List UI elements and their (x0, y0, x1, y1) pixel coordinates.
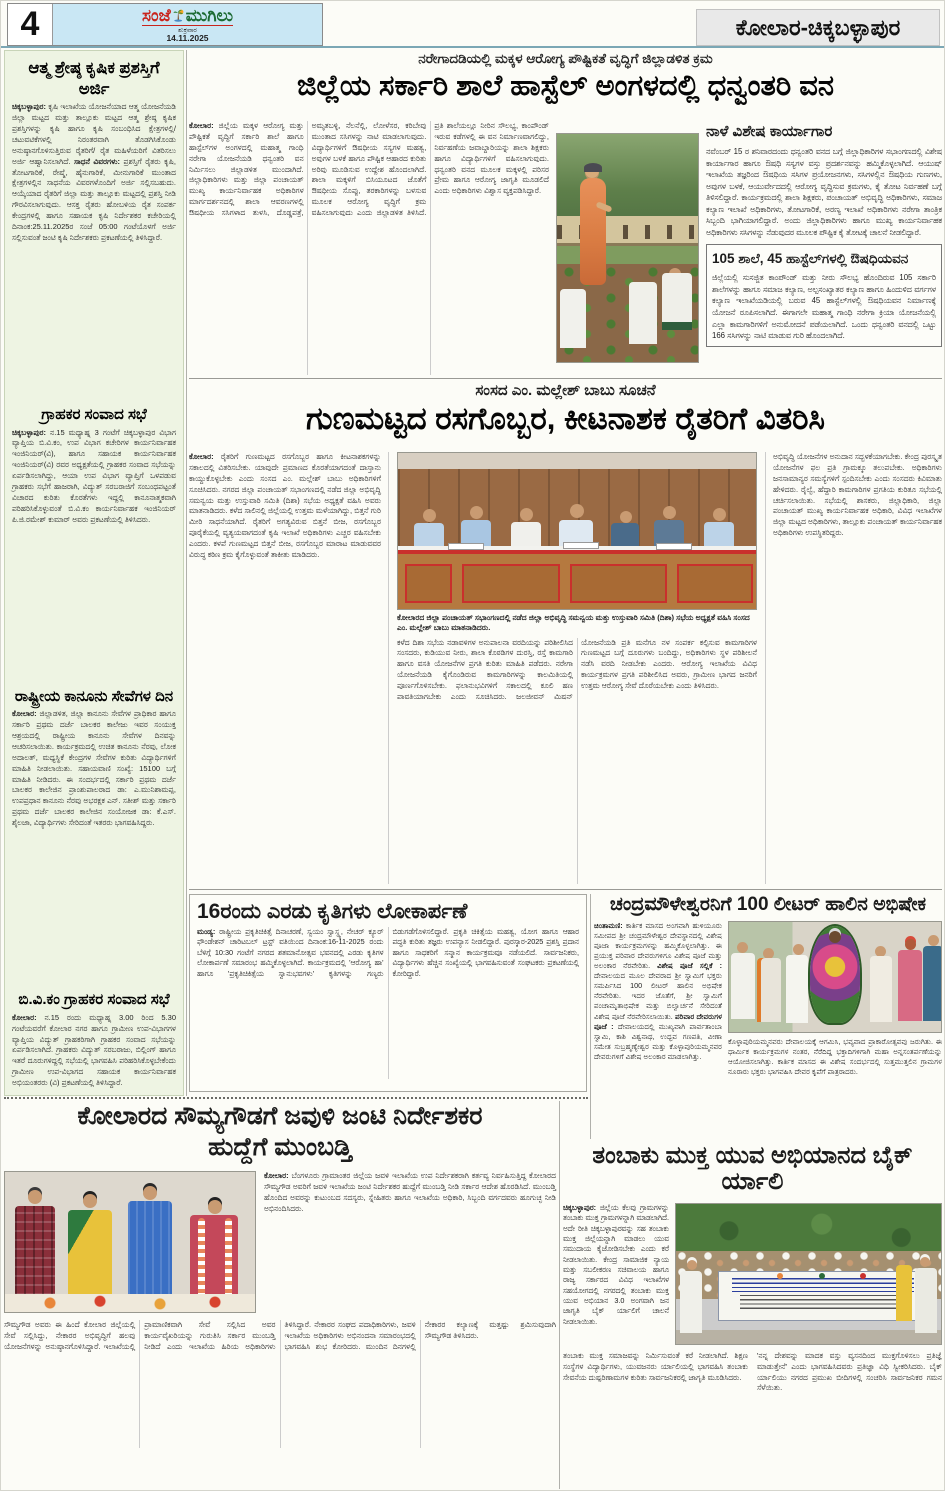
dateline: ಮಂಡ್ಯ: (197, 927, 216, 937)
sidebar-box (706, 244, 942, 346)
palm-tree-icon (173, 9, 184, 22)
article-book-release (189, 894, 587, 1092)
woman-yellow-saree (68, 1210, 112, 1305)
photo-felicitation-group (4, 1171, 256, 1313)
article-body: ಪ್ರಶಸ್ತಿಗೆ ರೈತರು ಕೃಷಿ, ತೋಟಗಾರಿಕೆ, ರೇಷ್ಮೆ, ಹೈನುಗಾರಿಕೆ, ಮೀನುಗಾರಿಕೆ ಮುಂತಾದ ಕ್ಷೇತ್ರಗಳಲ್ಲಿನ ಸಾಧನೆಯ ವಿವರಗಳೊಂದಿಗೆ ಅರ್ಜಿ ಸಲ್ಲಿಸಬಹುದು. ಆಯ್ಕೆಯಾದ ರೈತರಿಗೆ ಜಿಲ್ಲಾ ಮತ್ತು ತಾಲ್ಲೂಕು ಮಟ್ಟದಲ್ಲಿ ಪ್ರಶಸ್ತಿ ನೀಡಿ ಗೌರವಿಸಲಾಗುವುದು. ಆಸಕ್ತ ರೈತರು ಹೋಬಳಿಯ ರೈತ ಸಂಪರ್ಕ ಕೇಂದ್ರಗಳಲ್ಲಿ ಹಾಗೂ ಸಹಾಯಕ ಕೃಷಿ ನಿರ್ದೇಶಕರ ಕಚೇರಿಯಲ್ಲಿ ದಿನಾಂಕ:25.11.2025ರ ಸಂಜೆ 05:00 ಗಂಟೆಯೊಳಗೆ ಅರ್ಜಿ ಸಲ್ಲಿಸುವಂತೆ ಜಂಟಿ ಕೃಷಿ ನಿರ್ದೇಶಕರು ಪ್ರಕಟಣೆಯಲ್ಲಿ ತಿಳಿಸಿದ್ದಾರೆ. (12, 156, 176, 242)
article-body: ರೈತರಿಗೆ ಗುಣಮಟ್ಟದ ರಸಗೊಬ್ಬರ ಹಾಗೂ ಕೀಟನಾಶಕಗಳನ್ನು ಸಕಾಲದಲ್ಲಿ ವಿತರಿಸಬೇಕು. ಯಾವುದೇ ಪ್ರಮಾಣದ ಕೊರತೆಯಾಗದಂತೆ ದಾಸ್ತಾನು ಕಾಯ್ದುಕೊಳ್ಳಬೇಕು ಎಂದು ಸಂಸದ ಎಂ. ಮಲ್ಲೇಶ್ ಬಾಬು ಅಧಿಕಾರಿಗಳಿಗೆ ಸೂಚಿಸಿದರು. ನಗರದ ಜಿಲ್ಲಾ ಪಂಚಾಯತ್ ಸಭಾಂಗಣದಲ್ಲಿ ನಡೆದ ಜಿಲ್ಲಾ ಅಭಿವೃದ್ಧಿ ಸಮನ್ವಯ ಮತ್ತು ಉಸ್ತುವಾರಿ ಸಮಿತಿ (ದಿಶಾ) ಸಭೆಯ ಅಧ್ಯಕ್ಷತೆ ವಹಿಸಿ ಅವರು ಮಾತನಾಡಿದರು. ಕಳೆದ ಸಾಲಿನಲ್ಲಿ ಜಿಲ್ಲೆಯಲ್ಲಿ ಉತ್ತಮ ಮಳೆಯಾಗಿದ್ದು, ಬಿತ್ತನೆ ಗುರಿ ಮೀರಿ ಸಾಧನೆಯಾಗಿದೆ. ರೈತರಿಗೆ ಅಗತ್ಯವಿರುವ ಬಿತ್ತನೆ ಬೀಜ, ರಸಗೊಬ್ಬರ ಪೂರೈಕೆಯಲ್ಲಿ ವ್ಯತ್ಯಯವಾಗದಂತೆ ಕೃಷಿ ಇಲಾಖೆ ಅಧಿಕಾರಿಗಳು ಎಚ್ಚರ ವಹಿಸಬೇಕು ಎಂದರು. ಕಳಪೆ ಗುಣಮಟ್ಟದ ಬಿತ್ತನೆ ಬೀಜ, ರಸಗೊಬ್ಬರ ಮಾರಾಟ ಮಾಡುವವರ ವಿರುದ್ಧ ಕಠಿಣ ಕ್ರಮ ಕೈಗೊಳ್ಳುವಂತೆ ತಾಕೀತು ಮಾಡಿದರು. (189, 452, 381, 559)
article-promotion-soumya-gowda (4, 1101, 556, 1489)
article-headline: ಬಿ.ವಿ.ಕಂ ಗ್ರಾಹಕರ ಸಂವಾದ ಸಭೆ (18, 991, 170, 1009)
article-body-columns: ಸೌಮ್ಯಗೌಡ ಅವರು ಈ ಹಿಂದೆ ಕೋಲಾರ ಜಿಲ್ಲೆಯಲ್ಲಿ ಸೇವೆ ಸಲ್ಲಿಸಿದ್ದು, ನೇಕಾರರ ಅಭಿವೃದ್ಧಿಗೆ ಹಲವು ಯೋಜನೆಗಳನ್ನು ಅನುಷ್ಠಾನಗೊಳಿಸಿದ್ದಾರೆ. ಇಲಾಖೆಯಲ್ಲಿ ಪ್ರಾಮಾಣಿಕವಾಗಿ ಸೇವೆ ಸಲ್ಲಿಸಿದ ಅವರ ಕಾರ್ಯವೈಖರಿಯನ್ನು ಗುರುತಿಸಿ ಸರ್ಕಾರ ಮುಂಬಡ್ತಿ ನೀಡಿದೆ ಎಂದು ಇಲಾಖೆಯ ಹಿರಿಯ ಅಧಿಕಾರಿಗಳು ತಿಳಿಸಿದ್ದಾರೆ. ನೇಕಾರರ ಸಂಘದ ಪದಾಧಿಕಾರಿಗಳು, ಜವಳಿ ಇಲಾಖೆಯ ಅಧಿಕಾರಿಗಳು ಅಭಿನಂದನಾ ಸಮಾರಂಭದಲ್ಲಿ ಭಾಗವಹಿಸಿ ಶುಭ ಕೋರಿದರು. ಮುಂದಿನ ದಿನಗಳಲ್ಲಿ ನೇಕಾರರ ಕಲ್ಯಾಣಕ್ಕೆ ಮತ್ತಷ್ಟು ಶ್ರಮಿಸುವುದಾಗಿ ಸೌಮ್ಯಗೌಡ ತಿಳಿಸಿದರು. (4, 1320, 556, 1351)
dateline: ಚಿಕ್ಕಬಳ್ಳಾಪುರ: (12, 102, 46, 112)
ceiling-strip (398, 453, 756, 469)
article-sidebar (706, 121, 942, 375)
article-lead-column (563, 1203, 669, 1345)
garland (198, 1218, 205, 1296)
article-body-left (189, 452, 389, 884)
sidebar-body: ಜಿಲ್ಲೆಯಲ್ಲಿ ಸುಸಜ್ಜಿತ ಕಾಂಪೌಂಡ್ ಮತ್ತು ನೀರು ಸೌಲಭ್ಯ ಹೊಂದಿರುವ 105 ಸರ್ಕಾರಿ ಶಾಲೆಗಳನ್ನು ಹಾಗೂ ಸಮಾಜ ಕಲ್ಯಾಣ, ಅಲ್ಪಸಂಖ್ಯಾತರ ಕಲ್ಯಾಣ ಹಾಗೂ ಹಿಂದುಳಿದ ವರ್ಗಗಳ ಕಲ್ಯಾಣ ಇಲಾಖೆಯಡಿಯಲ್ಲಿ ಬರುವ 45 ಹಾಸ್ಟೆಲ್‌ಗಳಲ್ಲಿ ಔಷಧಿಯವನ ನಿರ್ಮಾಣಕ್ಕೆ ಯೋಜನೆ ರೂಪಿಸಲಾಗಿದೆ. ಈಗಾಗಲೇ ಮಹಾತ್ಮ ಗಾಂಧಿ ನರೇಗಾ ಕ್ರಿಯಾ ಯೋಜನೆಯಲ್ಲಿ ಎಲ್ಲಾ ಕಾಮಗಾರಿಗಳಿಗೆ ಅನುಮೋದನೆ ಪಡೆಯಲಾಗಿದೆ. ಒಂದು ಧನ್ವಂತರಿ ವನದಲ್ಲಿ ಒಟ್ಟು 166 ಸಸಿಗಳನ್ನು ನಾಟಿ ಮಾಡುವ ಗುರಿ ಹೊಂದಲಾಗಿದೆ. (712, 273, 936, 341)
section-divider (189, 378, 942, 379)
name-plate (448, 543, 484, 550)
child-figure (560, 289, 586, 348)
masthead-word1: ಸಂಜೆ (142, 5, 171, 25)
left-article-legal-services-day (12, 687, 176, 829)
inline-subhead: ವಿಶೇಷ ಪೂಜೆ ಸಲ್ಲಿಕೆ : (657, 961, 722, 971)
main-headline: ಜಿಲ್ಲೆಯ ಸರ್ಕಾರಿ ಶಾಲೆ ಹಾಸ್ಟೆಲ್ ಅಂಗಳದಲ್ಲಿ ಧನ್ವಂತರಿ ವನ (297, 70, 834, 102)
devotee-figure (898, 950, 922, 1020)
official-figure (414, 523, 444, 548)
article-headline: ಕೋಲಾರದ ಸೌಮ್ಯಗೌಡಗೆ ಜವುಳಿ ಜಂಟಿ ನಿರ್ದೇಶಕರ ಹುದ್ದೆಗೆ ಮುಂಬಡ್ತಿ (77, 1102, 483, 1161)
photo-disha-meeting-dais (397, 452, 757, 610)
article-right-column (728, 921, 942, 1077)
devotee-head (928, 935, 939, 946)
child-figure (629, 282, 657, 344)
masthead-block (7, 3, 323, 46)
desk-panel (462, 564, 559, 602)
dateline: ಕೋಲಾರ: (264, 1171, 289, 1180)
banner-logo (819, 1273, 825, 1279)
article-dhanvantari-vana (189, 51, 942, 375)
banner-text-lines (732, 1278, 914, 1292)
official-figure (704, 522, 734, 549)
article-body: ಬೆಂಗಳೂರು ಗ್ರಾಮಾಂತರ ಜಿಲ್ಲೆಯ ಜವಳಿ ಇಲಾಖೆಯ ಉಪ ನಿರ್ದೇಶಕರಾಗಿ ಕರ್ತವ್ಯ ನಿರ್ವಹಿಸುತ್ತಿದ್ದ ಕೋಲಾರದ ಸೌಮ್ಯಗೌಡ ಅವರಿಗೆ ಜವಳಿ ಇಲಾಖೆಯ ಜಂಟಿ ನಿರ್ದೇಶಕರ ಹುದ್ದೆಗೆ ಮುಂಬಡ್ತಿ ನೀಡಿ ಸರ್ಕಾರ ಆದೇಶ ಹೊರಡಿಸಿದೆ. ಮುಂಬಡ್ತಿ ಹೊಂದಿದ ಅವರನ್ನು ಕುಟುಂಬದ ಸದಸ್ಯರು, ಸ್ನೇಹಿತರು ಹಾಗೂ ಇಲಾಖೆಯ ಅಧಿಕಾರಿ, ಸಿಬ್ಬಂದಿ ವರ್ಗದವರು ಹೂಗುಚ್ಛ ನೀಡಿ ಅಭಿನಂದಿಸಿದರು. (264, 1171, 556, 1213)
dotted-divider (4, 1097, 588, 1099)
article-quote-column: 'ನನ್ನ ದೇಶವನ್ನು ಮಾದಕ ವಸ್ತು ವ್ಯಸನದಿಂದ ಮುಕ್ತಗೊಳಿಸಲು ಪ್ರತಿಜ್ಞೆ ಮಾಡುತ್ತೇನೆ' ಎಂದು ಭಾಗವಹಿಸಿದವರು ಪ್ರತಿಜ್ಞಾ ವಿಧಿ ಸ್ವೀಕರಿಸಿದರು. ಬೈಕ್ ರ್ಯಾಲಿಯು ನಗರದ ಪ್ರಮುಖ ಬೀದಿಗಳಲ್ಲಿ ಸಂಚರಿಸಿ ಸಾರ್ವಜನಿಕರ ಗಮನ ಸೆಳೆಯಿತು. (757, 1350, 942, 1393)
sidebar-heading: ನಾಳೆ ವಿಶೇಷ ಕಾರ್ಯಾಗಾರ (706, 123, 833, 140)
article-tobacco-free-rally (563, 1143, 942, 1489)
road (676, 1330, 941, 1344)
flower-bouquets (5, 1294, 255, 1312)
person-head (28, 1190, 42, 1204)
article-body-below-photo: ಕೊಳ್ಳಾಪುರಿಯಮ್ಮನವರು ದೇವಾಲಯಕ್ಕೆ ಆಗಮಿಸಿ, ಭವ್ಯವಾದ ಪ್ರಾಕಾರೋತ್ಸವವು ಜರುಗಿತು. ಈ ಧಾರ್ಮಿಕ ಕಾರ್ಯಕ್ರಮಗಳ ನಂತರ, ನೆರೆದಿದ್ದ ಭಕ್ತಾದಿಗಳಿಗಾಗಿ ಮಹಾ ಅನ್ನಸಂತರ್ಪಣೆಯನ್ನು ಆಯೋಜಿಸಲಾಗಿತ್ತು. ಕಾರ್ತಿಕ ಮಾಸದ ಈ ವಿಶೇಷ ಸಂದರ್ಭದಲ್ಲಿ ಸುತ್ತಮುತ್ತಲಿನ ಗ್ರಾಮಗಳ ನೂರಾರು ಭಕ್ತರು ಭಾಗವಹಿಸಿ ದೇವರ ಕೃಪೆಗೆ ಪಾತ್ರರಾದರು. (728, 1036, 942, 1077)
section-divider (189, 889, 942, 890)
dateline: ಚಿಕ್ಕಬಳ್ಳಾಪುರ: (563, 1202, 597, 1212)
name-plate (656, 543, 692, 550)
left-news-column (4, 50, 184, 1096)
article-headline: ಚಂದ್ರಮೌಳೇಶ್ವರನಿಗೆ 100 ಲೀಟರ್ ಹಾಲಿನ ಅಭಿಷೇಕ (609, 894, 927, 915)
name-plate (563, 542, 599, 549)
sidebar-body: ನವೆಂಬರ್ 15 ರ ಶನಿವಾರದಂದು ಧನ್ವಂತರಿ ವನದ ಬಗ್ಗೆ ಜಿಲ್ಲಾಧಿಕಾರಿಗಳ ಸಭಾಂಗಣದಲ್ಲಿ ವಿಶೇಷ ಕಾರ್ಯಾಗಾರ ಹಾಗೂ ಔಷಧಿ ಸಸ್ಯಗಳ ವಸ್ತು ಪ್ರದರ್ಶನವನ್ನು ಹಮ್ಮಿಕೊಳ್ಳಲಾಗಿದೆ. ಆಯುಷ್ ಇಲಾಖೆಯ ತಜ್ಞರಿಂದ ಔಷಧಿಯ ಸಸಿಗಳ ಪ್ರಯೋಜನಗಳು, ಸಸಿಗಳಲ್ಲಿನ ಔಷಧಿಯ ಗುಣಗಳು, ಅವುಗಳ ಬಳಕೆ, ಆಯುರ್ವೇದದಲ್ಲಿ ಆರೋಗ್ಯ ವೃದ್ಧಿಸುವ ಕ್ರಮಗಳು, ಕೈ ತೋಟ ನಿರ್ವಹಣೆ ಬಗ್ಗೆ ತಿಳಿಸಲಿದ್ದಾರೆ. ಕಾರ್ಯಕ್ರಮದಲ್ಲಿ ಶಾಲಾ ಶಿಕ್ಷಕರು, ಪಂಚಾಯತ್ ಅಭಿವೃದ್ಧಿ ಅಧಿಕಾರಿಗಳು, ಸಮಾಜ ಕಲ್ಯಾಣ ಇಲಾಖೆ ಅಧಿಕಾರಿಗಳು, ತೋಟಗಾರಿಕೆ, ಅರಣ್ಯ ಇಲಾಖೆ ಅಧಿಕಾರಿಗಳು ನರೇಗಾ ತಾಂತ್ರಿಕ ಸಿಬ್ಬಂದಿ ಭಾಗಿಯಾಗಲಿದ್ದಾರೆ. ಅಂದು ಜಿಲ್ಲಾಧಿಕಾರಿಗಳು ಹಾಗೂ ಮುಖ್ಯ ಕಾರ್ಯನಿರ್ವಾಹಕ ಅಧಿಕಾರಿಗಳು ಸಸಿಗಳನ್ನು ನೆಡುವುದರ ಮೂಲಕ ಪೌಷ್ಟಿಕ ಕೈ ತೋಟಕ್ಕೆ ಚಾಲನೆ ನೀಡಲಿದ್ದಾರೆ. (706, 147, 942, 237)
person-head (83, 1194, 97, 1208)
photo-caption: ಕೋಲಾರದ ಜಿಲ್ಲಾ ಪಂಚಾಯತ್ ಸಭಾಂಗಣದಲ್ಲಿ ನಡೆದ ಜಿಲ್ಲಾ ಅಭಿವೃದ್ಧಿ ಸಮನ್ವಯ ಮತ್ತು ಉಸ್ತುವಾರಿ ಸಮಿತಿ (ದಿಶಾ) ಸಭೆಯ ಅಧ್ಯಕ್ಷತೆ ವಹಿಸಿ ಸಂಸದ ಎಂ. ಮಲ್ಲೇಶ್ ಬಾಬು ಮಾತನಾಡಿದರು. (397, 613, 750, 633)
official-head (520, 508, 533, 521)
article-headline: ಗ್ರಾಹಕರ ಸಂವಾದ ಸಭೆ (41, 405, 147, 423)
devotee-figure (786, 955, 808, 1023)
dateline: ಕೋಲಾರ: (189, 452, 214, 461)
rally-participant-yellow-jacket (896, 1265, 912, 1321)
left-article-atma-award (12, 57, 176, 244)
desk-panel (677, 564, 753, 602)
article-body: ಜಿಲ್ಲೆಯ ಮಕ್ಕಳ ಆರೋಗ್ಯ ಮತ್ತು ಪೌಷ್ಟಿಕತೆ ವೃದ್ಧಿಗೆ ಸರ್ಕಾರಿ ಶಾಲೆ ಹಾಗೂ ಹಾಸ್ಟೆಲ್‌ಗಳ ಅಂಗಳದಲ್ಲಿ ಮಹಾತ್ಮ ಗಾಂಧಿ ನರೇಗಾ ಯೋಜನೆಯಡಿ ಧನ್ವಂತರಿ ವನ ನಿರ್ಮಿಸಲು ಜಿಲ್ಲಾಡಳಿತ ಮುಂದಾಗಿದೆ. ಜಿಲ್ಲಾಧಿಕಾರಿಗಳು ಮತ್ತು ಜಿಲ್ಲಾ ಪಂಚಾಯತ್ ಮುಖ್ಯ ಕಾರ್ಯನಿರ್ವಾಹಕ ಅಧಿಕಾರಿಗಳ ಮಾರ್ಗದರ್ಶನದಲ್ಲಿ ಶಾಲಾ ಆವರಣಗಳಲ್ಲಿ ಔಷಧೀಯ ಸಸಿಗಳಾದ ತುಳಸಿ, ದೊಡ್ಡಪತ್ರೆ, ಅಮೃತಬಳ್ಳಿ, ನೆಲನೆಲ್ಲಿ, ಲೋಳೆಸರ, ಕರಿಬೇವು ಮುಂತಾದ ಸಸಿಗಳನ್ನು ನಾಟಿ ಮಾಡಲಾಗುವುದು. ವಿದ್ಯಾರ್ಥಿಗಳಿಗೆ ಔಷಧೀಯ ಸಸ್ಯಗಳ ಮಹತ್ವ, ಅವುಗಳ ಬಳಕೆ ಹಾಗೂ ಪೌಷ್ಟಿಕ ಆಹಾರದ ಕುರಿತು ಅರಿವು ಮೂಡಿಸುವ ಉದ್ದೇಶ ಹೊಂದಲಾಗಿದೆ. ಶಾಲಾ ಮಕ್ಕಳಿಗೆ ಬಿಸಿಯೂಟದ ಜೊತೆಗೆ ಔಷಧೀಯ ಸೊಪ್ಪು, ತರಕಾರಿಗಳನ್ನು ಬಳಸುವ ಮೂಲಕ ಆರೋಗ್ಯ ವೃದ್ಧಿಗೆ ಕ್ರಮ ವಹಿಸಲಾಗುವುದು ಎಂದು ಜಿಲ್ಲಾಡಳಿತ ತಿಳಿಸಿದೆ. ಪ್ರತಿ ಶಾಲೆಯಲ್ಲೂ ನೀರಿನ ಸೌಲಭ್ಯ, ಕಾಂಪೌಂಡ್ ಇರುವ ಕಡೆಗಳಲ್ಲಿ ಈ ವನ ನಿರ್ಮಾಣವಾಗಲಿದ್ದು, ನಿರ್ವಹಣೆಯ ಜವಾಬ್ದಾರಿಯನ್ನು ಶಾಲಾ ಶಿಕ್ಷಕರು ಹಾಗೂ ವಿದ್ಯಾರ್ಥಿಗಳಿಗೆ ವಹಿಸಲಾಗುವುದು. ಧನ್ವಂತರಿ ವನದ ಮೂಲಕ ಮಕ್ಕಳಲ್ಲಿ ಪರಿಸರ ಪ್ರೇಮ ಹಾಗೂ ಆರೋಗ್ಯ ಜಾಗೃತಿ ಮೂಡಲಿದೆ ಎಂದು ಅಧಿಕಾರಿಗಳು ವಿಶ್ವಾಸ ವ್ಯಕ್ತಪಡಿಸಿದ್ದಾರೆ. (189, 121, 549, 217)
kicker: ನರೇಗಾದಡಿಯಲ್ಲಿ ಮಕ್ಕಳ ಆರೋಗ್ಯ ಪೌಷ್ಟಿಕತೆ ವೃದ್ಧಿಗೆ ಜಿಲ್ಲಾಡಳಿತ ಕ್ರಮ (418, 51, 713, 66)
dhanvantari-statue (571, 166, 613, 303)
official-figure (511, 522, 541, 549)
left-article-bvkam-sabhe (12, 990, 176, 1089)
dateline: ಕೋಲಾರ: (12, 709, 37, 719)
official-head (620, 511, 632, 523)
masthead-word2: ಮುಗಿಲು (185, 5, 233, 25)
devotee-head (793, 944, 804, 955)
banner-text-lines (740, 1295, 906, 1311)
left-article-grahaka-sabhe (12, 405, 176, 526)
article-body: ನ.15 ಮಧ್ಯಾಹ್ನ 3 ಗಂಟೆಗೆ ಚಿಕ್ಕಬಳ್ಳಾಪುರ ವಿಭಾಗ ವ್ಯಾಪ್ತಿಯ ಬಿ.ವಿ.ಕಂ, ಉಪ ವಿಭಾಗ ಕಚೇರಿಗಳ ಕಾರ್ಯನಿರ್ವಾಹಕ ಇಂಜಿನಿಯರ್(ವಿ), ಹಾಗೂ ಸಹಾಯಕ ಕಾರ್ಯನಿರ್ವಾಹಕ ಇಂಜಿನಿಯರ್(ವಿ) ರವರ ಅಧ್ಯಕ್ಷತೆಯಲ್ಲಿ ಗ್ರಾಹಕರ ಸಂವಾದ ಸಭೆಯನ್ನು ಏರ್ಪಡಿಸಲಾಗಿದ್ದು, ಆಯಾ ಉಪ ವಿಭಾಗ ವ್ಯಾಪ್ತಿಗೆ ಒಳಪಡುವ ಗ್ರಾಹಕರು ಸಭೆಗೆ ಹಾಜರಾಗಿ, ವಿದ್ಯುತ್ ಸರಬರಾಜಿಗೆ ಸಂಬಂಧಪಟ್ಟಂತೆ ವಿಚಾರದ ಕುರಿತು ಕೊರತೆಗಳು ಇದ್ದಲ್ಲಿ ಕಾನೂನಾತ್ಮಕವಾಗಿ ಪರಿಹರಿಸಿಕೊಳ್ಳುವಂತೆ ಬಿ.ವಿ.ಕಂ ಕಾರ್ಯನಿರ್ವಾಹಕ ಇಂಜಿನಿಯರ್ ಪಿ.ಜಿ.ರಮೇಶ್ ಕುಮಾರ್ ಅವರು ಪ್ರಕಟಣೆಯಲ್ಲಿ ತಿಳಿಸಿದರು. (12, 427, 177, 524)
rally-participant-head (687, 1260, 697, 1270)
article-headline: ರಾಷ್ಟ್ರೀಯ ಕಾನೂನು ಸೇವೆಗಳ ದಿನ (14, 687, 174, 705)
article-milk-abhisheka (594, 894, 942, 1139)
photo-children-planting-saplings (556, 133, 699, 363)
article-body-columns (189, 121, 549, 375)
rally-participant (915, 1268, 937, 1332)
kicker: ಸಂಸದ ಎಂ. ಮಲ್ಲೇಶ್ ಬಾಬು ಸೂಚನೆ (475, 382, 656, 399)
official-head (713, 508, 726, 521)
rally-participant (680, 1271, 702, 1333)
dateline: ಕೋಲಾರ: (189, 121, 214, 130)
desk-panel (570, 564, 667, 602)
edition-region: ಕೋಲಾರ-ಚಿಕ್ಕಬಳ್ಳಾಪುರ (696, 9, 940, 46)
article-body: ಕಾರ್ತಿಕ ಮಾಸದ ಅಂಗವಾಗಿ ಹುಳಿಯೂರು ಸಮೀಪದ ಶ್ರೀ ಚಂದ್ರಮೌಳೇಶ್ವರ ದೇವಸ್ಥಾನದಲ್ಲಿ ವಿಶೇಷ ಪೂಜಾ ಕಾರ್ಯಕ್ರಮಗಳನ್ನು ಹಮ್ಮಿಕೊಳ್ಳಲಾಗಿತ್ತು. ಈ ಪ್ರಯುಕ್ತ ಪರಿವಾರ ದೇವರುಗಳಿಗೂ ವಿಶೇಷ ಪೂಜೆ ಮತ್ತು ಅಲಂಕಾರ ನೆರವೇರಿತು. (594, 920, 722, 971)
article-body: ಕೃಷಿ ಇಲಾಖೆಯ ಯೋಜನೆಯಾದ ಆತ್ಮ ಯೋಜನೆಯಡಿ ಜಿಲ್ಲಾ ಮಟ್ಟದ ಮತ್ತು ತಾಲ್ಲೂಕು ಮಟ್ಟದ ಆತ್ಮ ಶ್ರೇಷ್ಠ ಕೃಷಿಕ ಪ್ರಶಸ್ತಿಗಳನ್ನು ಕೃಷಿ ಹಾಗೂ ಕೃಷಿ ಸಂಬಂಧಿಸಿದ ಕ್ಷೇತ್ರಗಳಲ್ಲಿ/ ಚಟುವಟಿಕೆಗಳಲ್ಲಿ ನಿರಂತರವಾಗಿ ತೊಡಗಿಸಿಕೊಂಡು ಅನುಷ್ಠಾನಗೊಳಿಸುತ್ತಿರುವ ರೈತರಿಗೆ/ ರೈತ ಮಹಿಳೆಯರಿಗೆ ವಿತರಿಸಲು ಅರ್ಜಿ ಆಹ್ವಾನಿಸಲಾಗಿದೆ. (12, 102, 176, 166)
column-divider (186, 50, 187, 1096)
article-headline: 16ರಂದು ಎರಡು ಕೃತಿಗಳು ಲೋಕಾರ್ಪಣೆ (197, 900, 468, 923)
article-body: ಜಿಲ್ಲಾಡಳಿತ, ಜಿಲ್ಲಾ ಕಾನೂನು ಸೇವೆಗಳ ಪ್ರಾಧಿಕಾರ ಹಾಗೂ ಸರ್ಕಾರಿ ಪ್ರಥಮ ದರ್ಜೆ ಬಾಲಕರ ಕಾಲೇಜು ಇವರ ಸಂಯುಕ್ತ ಆಶ್ರಯದಲ್ಲಿ ರಾಷ್ಟ್ರೀಯ ಕಾನೂನು ಸೇವೆಗಳ ದಿನವನ್ನು ಆಚರಿಸಲಾಯಿತು. ಕಾರ್ಯಕ್ರಮದಲ್ಲಿ ಉಚಿತ ಕಾನೂನು ನೆರವು, ಲೋಕ ಅದಾಲತ್, ಮಧ್ಯಸ್ಥಿಕೆ ಕೇಂದ್ರಗಳ ಸೇವೆಗಳ ಕುರಿತು ವಿದ್ಯಾರ್ಥಿಗಳಿಗೆ ಮಾಹಿತಿ ನೀಡಲಾಯಿತು. ಸಹಾಯವಾಣಿ ಸಂಖ್ಯೆ: 15100 ಬಗ್ಗೆ ಮಾಹಿತಿ ನೀಡಿದರು. ಈ ಸಂದರ್ಭದಲ್ಲಿ ಸರ್ಕಾರಿ ಪ್ರಥಮ ದರ್ಜೆ ಬಾಲಕರ ಕಾಲೇಜಿನ ಪ್ರಾಂಶುಪಾಲರಾದ ಡಾ: ಎ.ಮುನಿಶಾಮಪ್ಪ, ಉಪಪ್ರಧಾನ ಕಾನೂನು ನೆರವು ಅಭರಕ್ಷಕ ಎನ್. ಸತೀಶ್ ಮತ್ತು ಸರ್ಕಾರಿ ಪ್ರಥಮ ದರ್ಜೆ ಬಾಲಕರ ಕಾಲೇಜಿನ ಸಂಯೋಜಕ ಡಾ: ಕೆ.ಎಸ್. ಶೈಲಜಾ, ವಿದ್ಯಾರ್ಥಿಗಳು ಸೇರಿದಂತೆ ಇತರರು ಭಾಗವಹಿಸಿದ್ದರು. (12, 709, 177, 828)
official-figure (611, 523, 639, 548)
man-blue-shirt (128, 1201, 172, 1305)
article-body-column: ತಂಬಾಕು ಮುಕ್ತ ಸಮಾಜವನ್ನು ನಿರ್ಮಿಸುವಂತೆ ಕರೆ ನೀಡಲಾಗಿದೆ. ಶಿಕ್ಷಣ ಸಂಸ್ಥೆಗಳ ವಿದ್ಯಾರ್ಥಿಗಳು, ಯುವಜನರು ರ್ಯಾಲಿಯಲ್ಲಿ ಭಾಗವಹಿಸಿ ತಂಬಾಕು ಸೇವನೆಯ ದುಷ್ಪರಿಣಾಮಗಳ ಕುರಿತು ಸಾರ್ವಜನಿಕರಲ್ಲಿ ಜಾಗೃತಿ ಮೂಡಿಸಿದರು. (563, 1350, 748, 1382)
photo-bike-rally-banner (675, 1203, 942, 1345)
article-body: ದೇವಾಲಯದಲ್ಲಿ ಮುಖ್ಯವಾಗಿ ಪಾರ್ವತಾಂಬಾ ಸ್ವಾಮಿ, ಕಾಶಿ ವಿಶ್ವನಾಥ, ಉದ್ಭವ ಗಣಪತಿ, ವೀಣಾ ಸಮೇತ ಸುಬ್ರಹ್ಮಣ್ಯೇಶ್ವರ ಮತ್ತು ಕೊಳ್ಳಾಪುರಿಯಮ್ಮನವರ ದೇವರುಗಳಿಗೆ ವಿಶೇಷ ಅಲಂಕಾರ ಮಾಡಲಾಗಿತ್ತು. (594, 1021, 723, 1061)
article-body-right: ಅಭಿವೃದ್ಧಿ ಯೋಜನೆಗಳ ಅನುದಾನ ಸದ್ಬಳಕೆಯಾಗಬೇಕು. ಕೇಂದ್ರ ಪುರಸ್ಕೃತ ಯೋಜನೆಗಳ ಫಲ ಪ್ರತಿ ಗ್ರಾಮಕ್ಕೂ ತಲುಪಬೇಕು. ಅಧಿಕಾರಿಗಳು ಜನಸಾಮಾನ್ಯರ ಸಮಸ್ಯೆಗಳಿಗೆ ಸ್ಪಂದಿಸಬೇಕು ಎಂದು ಸಂಸದರು ಕಿವಿಮಾತು ಹೇಳಿದರು. ರೈಲ್ವೆ, ಹೆದ್ದಾರಿ ಕಾಮಗಾರಿಗಳ ಪ್ರಗತಿಯ ಕುರಿತೂ ಸಭೆಯಲ್ಲಿ ಚರ್ಚಿಸಲಾಯಿತು. ಸಭೆಯಲ್ಲಿ ಶಾಸಕರು, ಜಿಲ್ಲಾಧಿಕಾರಿ, ಜಿಲ್ಲಾ ಪಂಚಾಯತ್ ಮುಖ್ಯ ಕಾರ್ಯನಿರ್ವಾಹಕ ಅಧಿಕಾರಿ, ವಿವಿಧ ಇಲಾಖೆಗಳ ಜಿಲ್ಲಾ ಮಟ್ಟದ ಅಧಿಕಾರಿಗಳು, ತಾಲ್ಲೂಕು ಪಂಚಾಯತ್ ಕಾರ್ಯನಿರ್ವಾಹಕ ಅಧಿಕಾರಿಗಳು ಉಪಸ್ಥಿತರಿದ್ದರು. (765, 452, 942, 884)
devotee-figure (923, 946, 942, 1021)
column-divider (590, 894, 591, 1139)
sidebar-subhead: 105 ಶಾಲೆ, 45 ಹಾಸ್ಟೆಲ್‌ಗಳಲ್ಲಿ ಔಷಧಿಯವನ (712, 251, 909, 267)
dateline: ಚಿಕ್ಕಬಳ್ಳಾಪುರ: (12, 427, 46, 437)
article-headline: ಆತ್ಮ ಶ್ರೇಷ್ಠ ಕೃಷಿಕ ಪ್ರಶಸ್ತಿಗೆ ಅರ್ಜಿ (28, 59, 160, 98)
child-figure (662, 273, 692, 330)
article-headline: ತಂಬಾಕು ಮುಕ್ತ ಯುವ ಅಭಿಯಾನದ ಬೈಕ್ ರ್ಯಾಲಿ (592, 1142, 913, 1196)
dateline: ಚಿಂತಾಮಣಿ: (594, 920, 623, 930)
inline-subhead: ಪರಿವಾರ ದೇವರುಗಳ ಪೂಜೆ : (594, 1011, 722, 1031)
header-rule (1, 46, 945, 48)
deity-face-crown (829, 931, 841, 943)
garland (225, 1218, 232, 1296)
masthead-weekday: ಶುಕ್ರವಾರ (178, 26, 197, 34)
article-body: ದೇವಾಲಯದ ಮೂಲ ದೇವರಾದ ಶ್ರೀ ಸ್ವಾಮಿಗೆ ಭಕ್ತರು ಸಮರ್ಪಿಸಿದ 100 ಲೀಟರ್ ಹಾಲಿನ ಅಭಿಷೇಕ ನೆರವೇರಿತು. ಇದರ ಜೊತೆಗೆ, ಶ್ರೀ ಸ್ವಾಮಿಗೆ ಪಂಚಾಮೃತಾಭಿಷೇಕ ಮತ್ತು ಬಿಲ್ವಾರ್ಚನೆ ಸೇರಿದಂತೆ ವಿಶೇಷ ಪೂಜೆ ನೆರವೇರಿಸಲಾಯಿತು. (594, 971, 722, 1021)
devotee-figure (870, 956, 892, 1022)
official-head (470, 506, 483, 519)
devotee-with-shawl (757, 958, 781, 1022)
devotee-figure (731, 953, 755, 1019)
article-body-middle: ಕಳೆದ ದಿಶಾ ಸಭೆಯ ನಡಾವಳಿಗಳ ಅನುಪಾಲನಾ ವರದಿಯನ್ನು ಪರಿಶೀಲಿಸಿದ ಸಂಸದರು, ಕುಡಿಯುವ ನೀರು, ಶಾಲಾ ಕೊಠಡಿಗಳ ದುರಸ್ತಿ, ರಸ್ತೆ ಕಾಮಗಾರಿ ಹಾಗೂ ವಸತಿ ಯೋಜನೆಗಳ ಪ್ರಗತಿ ಕುರಿತು ಮಾಹಿತಿ ಪಡೆದರು. ನರೇಗಾ ಯೋಜನೆಯಡಿ ಕೈಗೊಂಡಿರುವ ಕಾಮಗಾರಿಗಳನ್ನು ಕಾಲಮಿತಿಯಲ್ಲಿ ಪೂರ್ಣಗೊಳಿಸಬೇಕು. ಫಲಾನುಭವಿಗಳಿಗೆ ಸಕಾಲದಲ್ಲಿ ಕೂಲಿ ಹಣ ಪಾವತಿಯಾಗಬೇಕು ಎಂದು ಸೂಚಿಸಿದರು. ಜಲಜೀವನ್ ಮಿಷನ್ ಯೋಜನೆಯಡಿ ಪ್ರತಿ ಮನೆಗೂ ನಳ ಸಂಪರ್ಕ ಕಲ್ಪಿಸುವ ಕಾಮಗಾರಿಗಳ ಗುಣಮಟ್ಟದ ಬಗ್ಗೆ ದೂರುಗಳು ಬಂದಿದ್ದು, ಅಧಿಕಾರಿಗಳು ಸ್ಥಳ ಪರಿಶೀಲನೆ ನಡೆಸಿ ವರದಿ ನೀಡಬೇಕು ಎಂದರು. ಆರೋಗ್ಯ ಇಲಾಖೆಯ ವಿವಿಧ ಕಾರ್ಯಕ್ರಮಗಳ ಪ್ರಗತಿ ಪರಿಶೀಲಿಸಿದ ಅವರು, ಗ್ರಾಮೀಣ ಭಾಗದ ಜನರಿಗೆ ಉತ್ತಮ ಆರೋಗ್ಯ ಸೇವೆ ದೊರೆಯಬೇಕು ಎಂದು ತಿಳಿಸಿದರು. (397, 637, 757, 701)
photo-decorated-deity-devotees (728, 921, 942, 1033)
official-head (663, 506, 676, 519)
dateline: ಕೋಲಾರ: (12, 1012, 37, 1022)
person-head (208, 1200, 222, 1214)
article-body-beside-photo (264, 1171, 556, 1313)
desk-panel (405, 564, 452, 602)
masthead (53, 4, 322, 45)
man-checked-shirt (15, 1206, 55, 1304)
article-body: ರಾಷ್ಟ್ರೀಯ ಪ್ರಕೃತಿಚಿಕಿತ್ಸೆ ದಿನಾಚರಣೆ, ಸ್ವಯಂ ಸ್ವಾಸ್ಥ್ಯ, ನೇಚರ್ ಕ್ಯೂರ್ ಫೌಂಡೇಶನ್ ಚಾರಿಟಬಲ್ ಟ್ರಸ್ಟ್ ವತಿಯಿಂದ ದಿನಾಂಕ:16-11-2025 ರಂದು ಬೆಳಿಗ್ಗೆ 10:30 ಗಂಟೆಗೆ ನಗರದ ಶತಮಾನೋತ್ಸವ ಭವನದಲ್ಲಿ ಎರಡು ಕೃತಿಗಳ ಲೋಕಾರ್ಪಣೆ ಸಮಾರಂಭ ಹಮ್ಮಿಕೊಳ್ಳಲಾಗಿದೆ. ಕಾರ್ಯಕ್ರಮದಲ್ಲಿ 'ಆರೋಗ್ಯ ಹಾ' ಹಾಗೂ 'ಪ್ರಕೃತಿಚಿಕಿತ್ಸೆಯ ಸ್ವಾನುಭವಗಳು' ಕೃತಿಗಳನ್ನು ಗಣ್ಯರು ಬಿಡುಗಡೆಗೊಳಿಸಲಿದ್ದಾರೆ. ಪ್ರಕೃತಿ ಚಿಕಿತ್ಸೆಯ ಮಹತ್ವ, ಯೋಗ ಹಾಗೂ ಆಹಾರ ಪದ್ಧತಿ ಕುರಿತು ತಜ್ಞರು ಉಪನ್ಯಾಸ ನೀಡಲಿದ್ದಾರೆ. ಪುರಸ್ಕಾರ-2025 ಪ್ರಶಸ್ತಿ ಪ್ರದಾನ ಹಾಗೂ ಸಾಧಕರಿಗೆ ಸನ್ಮಾನ ಕಾರ್ಯಕ್ರಮವೂ ನಡೆಯಲಿದೆ. ಸಾರ್ವಜನಿಕರು, ವಿದ್ಯಾರ್ಥಿಗಳು ಹೆಚ್ಚಿನ ಸಂಖ್ಯೆಯಲ್ಲಿ ಭಾಗವಹಿಸುವಂತೆ ಸಂಘಟಕರು ಪ್ರಕಟಣೆಯಲ್ಲಿ ಕೋರಿದ್ದಾರೆ. (197, 927, 579, 978)
devotee-red-cap-head (905, 939, 916, 950)
column-divider (559, 1101, 560, 1489)
article-body: ನ.15 ರಂದು ಮಧ್ಯಾಹ್ನ 3.00 ರಿಂದ 5.30 ಗಂಟೆಯವರೆಗೆ ಕೋಲಾರ ನಗರ ಹಾಗೂ ಗ್ರಾಮೀಣ ಉಪ-ವಿಭಾಗಗಳ ವ್ಯಾಪ್ತಿಯ ವಿದ್ಯುತ್ ಗ್ರಾಹಕರಿಗಾಗಿ ಗ್ರಾಹಕರ ಸಂವಾದ ಸಭೆಯನ್ನು ಏರ್ಪಡಿಸಲಾಗಿದೆ. ಗ್ರಾಹಕರು ವಿದ್ಯುತ್ ಸರಬರಾಜು, ಬಿಲ್ಲಿಂಗ್ ಹಾಗೂ ಇತರೆ ದೂರುಗಳಿದ್ದಲ್ಲಿ ಸಭೆಯಲ್ಲಿ ಭಾಗವಹಿಸಿ ಪರಿಹರಿಸಿಕೊಳ್ಳಬೇಕೆಂದು ಗ್ರಾಮೀಣ ಉಪ-ವಿಭಾಗದ ಸಹಾಯಕ ಕಾರ್ಯನಿರ್ವಾಹಕ ಅಭಿಯಂತರರು (ವಿ) ಪ್ರಕಟಣೆಯಲ್ಲಿ ತಿಳಿಸಿದ್ದಾರೆ. (12, 1012, 176, 1088)
article-body-left (594, 921, 722, 1077)
article-body: ಜಿಲ್ಲೆಯ ಕೆಲವು ಗ್ರಾಮಗಳನ್ನು ತಂಬಾಕು ಮುಕ್ತ ಗ್ರಾಮಗಳನ್ನಾಗಿ ಮಾಡಲಾಗಿದೆ. ಅದೇ ರೀತಿ ಚಿಕ್ಕಬಳ್ಳಾಪುರವನ್ನು ಸಹ ತಂಬಾಕು ಮುಕ್ತ ಜಿಲ್ಲೆಯನ್ನಾಗಿ ಮಾಡಲು ಯುವ ಸಮುದಾಯ ಕೈಜೋಡಿಸಬೇಕು ಎಂದು ಕರೆ ನೀಡಲಾಯಿತು. ಕೇಂದ್ರ ಸಾಮಾಜಿಕ ನ್ಯಾಯ ಮತ್ತು ಸಬಲೀಕರಣ ಸಚಿವಾಲಯ ಹಾಗೂ ರಾಜ್ಯ ಸರ್ಕಾರದ ವಿವಿಧ ಇಲಾಖೆಗಳ ಸಹಯೋಗದಲ್ಲಿ ನಗರದಲ್ಲಿ ತಂಬಾಕು ಮುಕ್ತ ಯುವ ಅಭಿಯಾನ 3.0 ಅಂಗವಾಗಿ ಜನ ಜಾಗೃತಿ ಬೈಕ್ ರ್ಯಾಲಿಗೆ ಚಾಲನೆ ನೀಡಲಾಯಿತು. (563, 1202, 669, 1326)
masthead-date: 14.11.2025 (166, 33, 209, 43)
person-head (143, 1186, 157, 1200)
inline-subhead: ಸಾಧನೆ ವಿವರಗಳು: (73, 156, 121, 166)
article-center (397, 452, 757, 884)
article-disha-meeting (189, 382, 942, 884)
main-headline: ಗುಣಮಟ್ಟದ ರಸಗೊಬ್ಬರ, ಕೀಟನಾಶಕ ರೈತರಿಗೆ ವಿತರಿಸಿ (306, 401, 825, 436)
page-number: 4 (8, 4, 53, 45)
